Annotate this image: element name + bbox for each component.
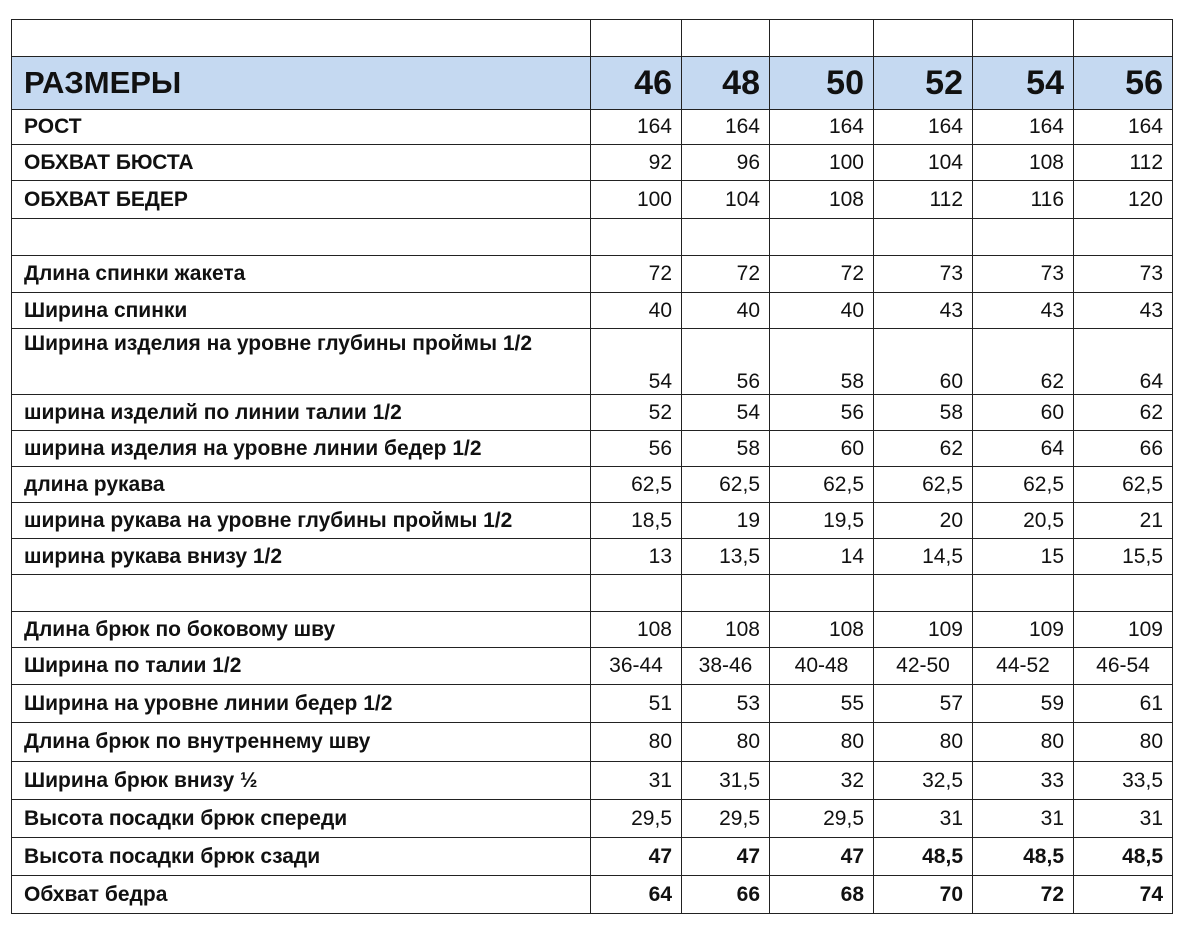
value-cell: 47 bbox=[591, 838, 682, 876]
table-row bbox=[12, 838, 1173, 876]
blank-cell bbox=[874, 219, 973, 256]
blank-cell bbox=[770, 20, 874, 57]
size-header: 46 bbox=[591, 57, 682, 110]
blank-cell bbox=[682, 219, 770, 256]
row-label: ОБХВАТ БЮСТА bbox=[12, 145, 591, 181]
value-cell: 48,5 bbox=[1074, 838, 1173, 876]
value-cell: 40 bbox=[682, 293, 770, 329]
row-label: Ширина брюк внизу ½ bbox=[12, 762, 591, 800]
value-cell: 92 bbox=[591, 145, 682, 181]
value-cell: 13,5 bbox=[682, 539, 770, 575]
value-cell: 108 bbox=[591, 612, 682, 648]
size-header: 54 bbox=[973, 57, 1074, 110]
value-cell: 62,5 bbox=[874, 467, 973, 503]
value-cell: 108 bbox=[973, 145, 1074, 181]
row-label: ширина изделия на уровне линии бедер 1/2 bbox=[12, 431, 591, 467]
value-cell: 73 bbox=[973, 256, 1074, 293]
value-cell: 14 bbox=[770, 539, 874, 575]
value-cell: 19 bbox=[682, 503, 770, 539]
value-cell: 29,5 bbox=[770, 800, 874, 838]
value-cell: 38-46 bbox=[682, 648, 770, 685]
table-row bbox=[12, 293, 1173, 329]
value-cell: 108 bbox=[770, 612, 874, 648]
table-row bbox=[12, 685, 1173, 723]
value-cell: 80 bbox=[874, 723, 973, 762]
blank-cell bbox=[1074, 20, 1173, 57]
value-cell: 36-44 bbox=[591, 648, 682, 685]
value-cell: 19,5 bbox=[770, 503, 874, 539]
header-label: РАЗМЕРЫ bbox=[12, 57, 591, 110]
table-row bbox=[12, 876, 1173, 914]
table-row bbox=[12, 723, 1173, 762]
value-cell: 62,5 bbox=[770, 467, 874, 503]
value-cell: 73 bbox=[1074, 256, 1173, 293]
value-cell: 64 bbox=[591, 876, 682, 914]
value-cell: 53 bbox=[682, 685, 770, 723]
value-cell: 56 bbox=[682, 329, 770, 395]
blank-cell bbox=[1074, 575, 1173, 612]
value-cell: 62,5 bbox=[973, 467, 1074, 503]
value-cell: 68 bbox=[770, 876, 874, 914]
value-cell: 80 bbox=[973, 723, 1074, 762]
size-header: 52 bbox=[874, 57, 973, 110]
blank-cell bbox=[12, 20, 591, 57]
value-cell: 60 bbox=[874, 329, 973, 395]
table-row bbox=[12, 800, 1173, 838]
value-cell: 48,5 bbox=[874, 838, 973, 876]
table-row bbox=[12, 612, 1173, 648]
value-cell: 73 bbox=[874, 256, 973, 293]
value-cell: 108 bbox=[682, 612, 770, 648]
value-cell: 62 bbox=[973, 329, 1074, 395]
value-cell: 15 bbox=[973, 539, 1074, 575]
size-header: 48 bbox=[682, 57, 770, 110]
blank-cell bbox=[973, 20, 1074, 57]
value-cell: 164 bbox=[874, 110, 973, 145]
value-cell: 56 bbox=[591, 431, 682, 467]
value-cell: 66 bbox=[1074, 431, 1173, 467]
value-cell: 29,5 bbox=[591, 800, 682, 838]
value-cell: 60 bbox=[973, 395, 1074, 431]
value-cell: 55 bbox=[770, 685, 874, 723]
value-cell: 40 bbox=[591, 293, 682, 329]
blank-cell bbox=[770, 575, 874, 612]
value-cell: 100 bbox=[770, 145, 874, 181]
size-header: 56 bbox=[1074, 57, 1173, 110]
value-cell: 40-48 bbox=[770, 648, 874, 685]
value-cell: 43 bbox=[973, 293, 1074, 329]
header-row bbox=[12, 57, 1173, 110]
value-cell: 62 bbox=[874, 431, 973, 467]
value-cell: 72 bbox=[591, 256, 682, 293]
value-cell: 20 bbox=[874, 503, 973, 539]
value-cell: 72 bbox=[682, 256, 770, 293]
row-label: РОСТ bbox=[12, 110, 591, 145]
table-row bbox=[12, 431, 1173, 467]
value-cell: 164 bbox=[591, 110, 682, 145]
value-cell: 120 bbox=[1074, 181, 1173, 219]
value-cell: 31 bbox=[591, 762, 682, 800]
blank-cell bbox=[591, 575, 682, 612]
row-label: Длина брюк по боковому шву bbox=[12, 612, 591, 648]
value-cell: 21 bbox=[1074, 503, 1173, 539]
value-cell: 59 bbox=[973, 685, 1074, 723]
value-cell: 60 bbox=[770, 431, 874, 467]
value-cell: 13 bbox=[591, 539, 682, 575]
blank-cell bbox=[973, 219, 1074, 256]
value-cell: 80 bbox=[1074, 723, 1173, 762]
row-label: ширина рукава на уровне глубины проймы 1/2 bbox=[12, 503, 591, 539]
table-row bbox=[12, 329, 1173, 395]
row-label: Ширина по талии 1/2 bbox=[12, 648, 591, 685]
table-row bbox=[12, 539, 1173, 575]
size-chart-table bbox=[11, 19, 1173, 914]
value-cell: 64 bbox=[1074, 329, 1173, 395]
value-cell: 47 bbox=[682, 838, 770, 876]
row-label: Длина спинки жакета bbox=[12, 256, 591, 293]
table-row bbox=[12, 110, 1173, 145]
value-cell: 43 bbox=[874, 293, 973, 329]
value-cell: 164 bbox=[973, 110, 1074, 145]
blank-cell bbox=[591, 219, 682, 256]
value-cell: 108 bbox=[770, 181, 874, 219]
table-row bbox=[12, 256, 1173, 293]
blank-cell bbox=[874, 20, 973, 57]
table-row bbox=[12, 503, 1173, 539]
value-cell: 58 bbox=[682, 431, 770, 467]
value-cell: 58 bbox=[770, 329, 874, 395]
value-cell: 46-54 bbox=[1074, 648, 1173, 685]
value-cell: 57 bbox=[874, 685, 973, 723]
value-cell: 64 bbox=[973, 431, 1074, 467]
value-cell: 62,5 bbox=[682, 467, 770, 503]
value-cell: 112 bbox=[874, 181, 973, 219]
value-cell: 109 bbox=[1074, 612, 1173, 648]
value-cell: 109 bbox=[874, 612, 973, 648]
blank-cell bbox=[682, 575, 770, 612]
value-cell: 51 bbox=[591, 685, 682, 723]
row-label: ширина изделий по линии талии 1/2 bbox=[12, 395, 591, 431]
row-label: ОБХВАТ БЕДЕР bbox=[12, 181, 591, 219]
value-cell: 14,5 bbox=[874, 539, 973, 575]
value-cell: 58 bbox=[874, 395, 973, 431]
table-row bbox=[12, 762, 1173, 800]
value-cell: 164 bbox=[1074, 110, 1173, 145]
blank-cell bbox=[591, 20, 682, 57]
value-cell: 31,5 bbox=[682, 762, 770, 800]
value-cell: 15,5 bbox=[1074, 539, 1173, 575]
blank-row bbox=[12, 219, 1173, 256]
value-cell: 40 bbox=[770, 293, 874, 329]
value-cell: 43 bbox=[1074, 293, 1173, 329]
value-cell: 164 bbox=[770, 110, 874, 145]
value-cell: 80 bbox=[591, 723, 682, 762]
value-cell: 32 bbox=[770, 762, 874, 800]
value-cell: 96 bbox=[682, 145, 770, 181]
row-label: Высота посадки брюк спереди bbox=[12, 800, 591, 838]
value-cell: 31 bbox=[874, 800, 973, 838]
value-cell: 18,5 bbox=[591, 503, 682, 539]
row-label: Высота посадки брюк сзади bbox=[12, 838, 591, 876]
value-cell: 33,5 bbox=[1074, 762, 1173, 800]
value-cell: 100 bbox=[591, 181, 682, 219]
blank-cell bbox=[973, 575, 1074, 612]
value-cell: 72 bbox=[770, 256, 874, 293]
row-label: Ширина изделия на уровне глубины проймы 1/2 bbox=[12, 329, 591, 395]
blank-row bbox=[12, 575, 1173, 612]
table-row bbox=[12, 467, 1173, 503]
blank-row bbox=[12, 20, 1173, 57]
value-cell: 112 bbox=[1074, 145, 1173, 181]
value-cell: 80 bbox=[682, 723, 770, 762]
value-cell: 32,5 bbox=[874, 762, 973, 800]
value-cell: 56 bbox=[770, 395, 874, 431]
value-cell: 31 bbox=[973, 800, 1074, 838]
value-cell: 62 bbox=[1074, 395, 1173, 431]
table-row bbox=[12, 395, 1173, 431]
value-cell: 42-50 bbox=[874, 648, 973, 685]
value-cell: 54 bbox=[591, 329, 682, 395]
value-cell: 62,5 bbox=[1074, 467, 1173, 503]
value-cell: 44-52 bbox=[973, 648, 1074, 685]
value-cell: 47 bbox=[770, 838, 874, 876]
size-header: 50 bbox=[770, 57, 874, 110]
row-label: Обхват бедра bbox=[12, 876, 591, 914]
row-label: Длина брюк по внутреннему шву bbox=[12, 723, 591, 762]
blank-cell bbox=[682, 20, 770, 57]
row-label: ширина рукава внизу 1/2 bbox=[12, 539, 591, 575]
value-cell: 54 bbox=[682, 395, 770, 431]
row-label: длина рукава bbox=[12, 467, 591, 503]
row-label: Ширина спинки bbox=[12, 293, 591, 329]
blank-cell bbox=[12, 219, 591, 256]
value-cell: 29,5 bbox=[682, 800, 770, 838]
value-cell: 31 bbox=[1074, 800, 1173, 838]
value-cell: 70 bbox=[874, 876, 973, 914]
value-cell: 20,5 bbox=[973, 503, 1074, 539]
table-row bbox=[12, 181, 1173, 219]
blank-cell bbox=[1074, 219, 1173, 256]
value-cell: 52 bbox=[591, 395, 682, 431]
value-cell: 61 bbox=[1074, 685, 1173, 723]
value-cell: 62,5 bbox=[591, 467, 682, 503]
blank-cell bbox=[12, 575, 591, 612]
value-cell: 104 bbox=[682, 181, 770, 219]
table-row bbox=[12, 648, 1173, 685]
value-cell: 109 bbox=[973, 612, 1074, 648]
value-cell: 104 bbox=[874, 145, 973, 181]
blank-cell bbox=[770, 219, 874, 256]
value-cell: 74 bbox=[1074, 876, 1173, 914]
value-cell: 72 bbox=[973, 876, 1074, 914]
value-cell: 66 bbox=[682, 876, 770, 914]
value-cell: 116 bbox=[973, 181, 1074, 219]
blank-cell bbox=[874, 575, 973, 612]
value-cell: 80 bbox=[770, 723, 874, 762]
value-cell: 164 bbox=[682, 110, 770, 145]
row-label: Ширина на уровне линии бедер 1/2 bbox=[12, 685, 591, 723]
value-cell: 33 bbox=[973, 762, 1074, 800]
value-cell: 48,5 bbox=[973, 838, 1074, 876]
table-row bbox=[12, 145, 1173, 181]
